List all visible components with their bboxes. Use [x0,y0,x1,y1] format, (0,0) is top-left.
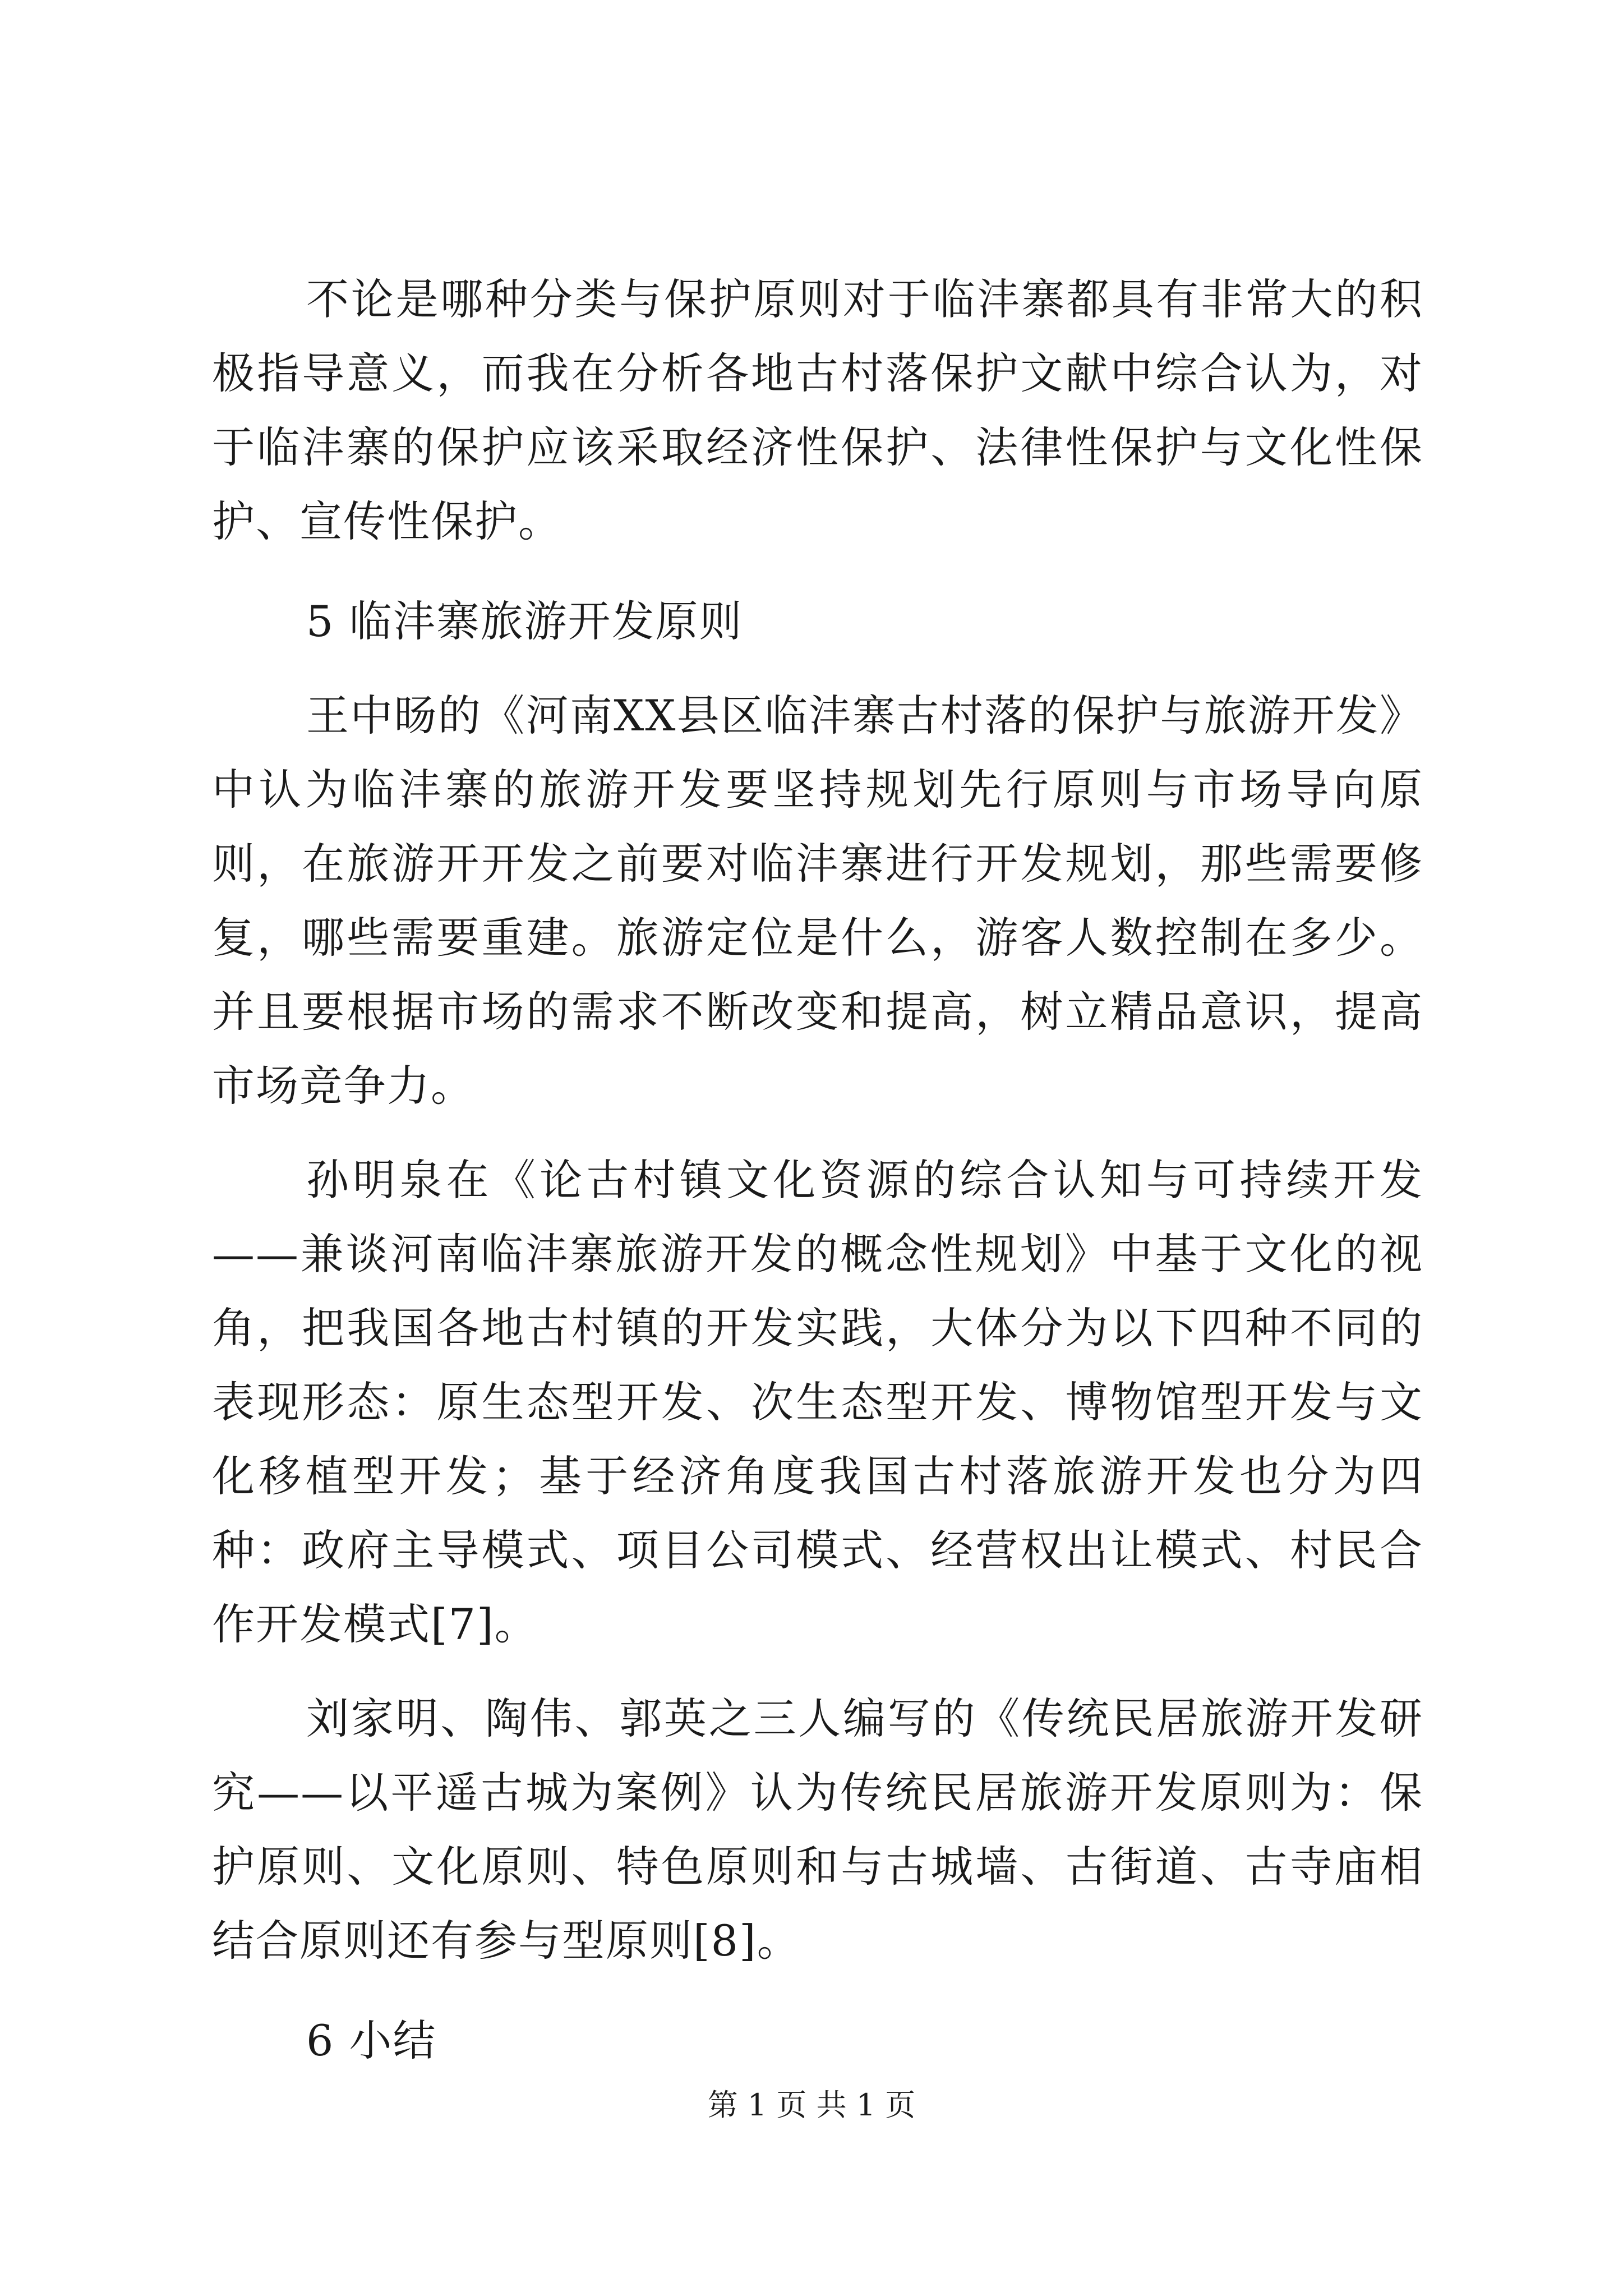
page-number-label: 第 1 页 共 1 页 [707,2087,916,2123]
paragraph-liu-jiaming: 刘家明、陶伟、郭英之三人编写的《传统民居旅游开发研究——以平遥古城为案例》认为传统民居旅游开发原则为：保护原则、文化原则、特色原则和与古城墙、古街道、古寺庙相结合原则还有参与型原则[8]。 [212,1694,1423,1966]
section-heading-tourism-principles: 5 临沣寨旅游开发原则 [306,596,743,646]
document-body [212,263,1423,2078]
paragraph-protection-summary: 不论是哪种分类与保护原则对于临沣寨都具有非常大的积极指导意义，而我在分析各地古村落保护文献中综合认为，对于临沣寨的保护应该采取经济性保护、法律性保护与文化性保护、宣传性保护。 [212,274,1423,546]
paragraph-sun-mingquan: 孙明泉在《论古村镇文化资源的综合认知与可持续开发——兼谈河南临沣寨旅游开发的概念性规划》中基于文化的视角，把我国各地古村镇的开发实践，大体分为以下四种不同的表现形态：原生态型开发、次生态型开发、博物馆型开发与文化移植型开发；基于经济角度我国古村落旅游开发也分为四种：政府主导模式、项目公司模式、经营权出让模式、村民合作开发模式[7]。 [212,1155,1423,1649]
page-footer [0,2086,1623,2125]
section-heading-summary: 6 小结 [306,2016,437,2065]
paragraph-wang-zhongyang: 王中旸的《河南XX县区临沣寨古村落的保护与旅游开发》中认为临沣寨的旅游开发要坚持规划先行原则与市场导向原则，在旅游开开发之前要对临沣寨进行开发规划，那些需要修复，哪些需要重建。旅游定位是什么，游客人数控制在多少。并且要根据市场的需求不断改变和提高，树立精品意识，提高市场竞争力。 [212,691,1423,1111]
